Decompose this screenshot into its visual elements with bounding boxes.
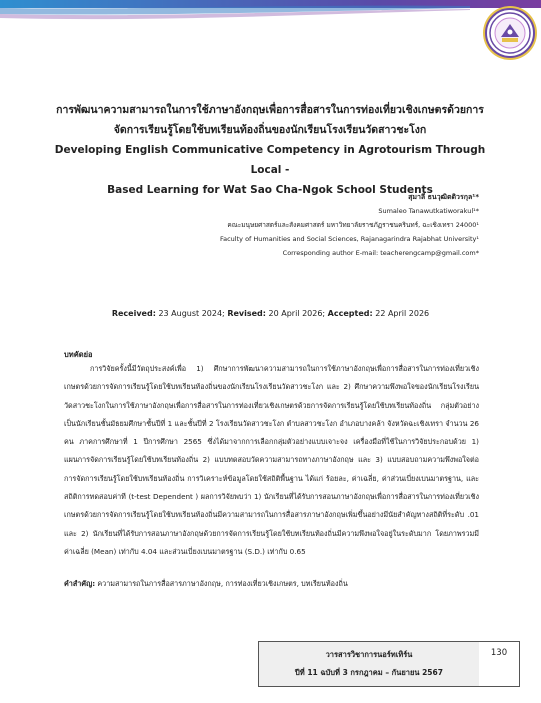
affiliation-thai: คณะมนุษยศาสตร์และสังคมศาสตร์ มหาวิทยาลัยราชภัฏราชนครินทร์, ฉะเชิงเทรา 24000¹ xyxy=(227,221,479,229)
accepted-date: 22 April 2026 xyxy=(375,309,430,318)
abstract-heading: บทคัดย่อ xyxy=(64,350,93,359)
article-dates xyxy=(0,309,541,318)
keywords-text: ความสามารถในการสื่อสารภาษาอังกฤษ, การท่องเที่ยวเชิงเกษตร, บทเรียนท้องถิ่น xyxy=(97,579,348,588)
header-sweep-decoration xyxy=(0,0,541,40)
journal-name: วารสารวิชาการนอร์ทเทิร์น xyxy=(325,650,413,659)
journal-footer xyxy=(258,641,480,687)
title-thai-line2: จัดการเรียนรู้โดยใช้บทเรียนท้องถิ่นของนักเรียนโรงเรียนวัดสาวชะโงก xyxy=(113,124,427,136)
title-thai xyxy=(40,100,500,140)
journal-seal-icon xyxy=(485,8,535,58)
received-label: Received: xyxy=(111,309,156,318)
received-date: 23 August 2024; xyxy=(158,309,225,318)
accepted-label: Accepted: xyxy=(327,309,373,318)
keywords-label: คำสำคัญ: xyxy=(64,579,96,588)
title-english-line1: Developing English Communicative Competency in Agrotourism Through Local - xyxy=(54,144,486,176)
revised-label: Revised: xyxy=(227,309,266,318)
revised-date: 20 April 2026; xyxy=(268,309,326,318)
abstract-body: การวิจัยครั้งนี้มีวัตถุประสงค์เพื่อ 1) ศึกษาการพัฒนาความสามารถในการใช้ภาษาอังกฤษเพื่อการสื่อสารในการท่องเที่ยวเชิงเกษตรด้วยการจัดการเรียนรู้โดยใช้บทเรียนท้องถิ่นของนักเรียนโรงเรียนวัดสาวชะโงก และ 2) ศึกษาความพึงพอใจของนักเรียนโรงเรียนวัดสาวชะโงกในการใช้ภาษาอังกฤษเพื่อการสื่อสารในการท่องเที่ยวเชิงเกษตรด้วยการจัดการเรียนรู้โดยใช้บทเรียนท้องถิ่น กลุ่มตัวอย่างเป็นนักเรียนชั้นมัธยมศึกษาชั้นปีที่ 1 และชั้นปีที่ 2 โรงเรียนวัดสาวชะโงก ตำบลสาวชะโงก อำเภอบางคล้า จังหวัดฉะเชิงเทรา จำนวน 26 คน ภาคการศึกษาที่ 1 ปีการศึกษา 2565 ซึ่งได้มาจากการเลือกกลุ่มตัวอย่างแบบเจาะจง เครื่องมือที่ใช้ในการวิจัยประกอบด้วย 1) แผนการจัดการเรียนรู้โดยใช้บทเรียนท้องถิ่น 2) แบบทดสอบวัดความสามารถทางภาษาอังกฤษ และ 3) แบบสอบถามความพึงพอใจต่อการจัดการเรียนรู้โดยใช้บทเรียนท้องถิ่น การวิเคราะห์ข้อมูลโดยใช้สถิติพื้นฐาน ได้แก่ ร้อยละ, ค่าเฉลี่ย, ค่าส่วนเบี่ยงเบนมาตรฐาน, และสถิติการทดสอบค่าที (t-test Dependent ) ผลการวิจัยพบว่า 1) นักเรียนที่ได้รับการสอนภาษาอังกฤษเพื่อการสื่อสารในการท่องเที่ยวเชิงเกษตรด้วยการจัดการเรียนรู้โดยใช้บทเรียนท้องถิ่นมีความสามารถในการสื่อสารภาษาอังกฤษเพิ่มขึ้นอย่างมีนัยสำคัญทางสถิติที่ระดับ .01 และ 2) นักเรียนที่ได้รับการสอนภาษาอังกฤษด้วยการจัดการเรียนรู้โดยใช้บทเรียนท้องถิ่นมีความพึงพอใจอยู่ในระดับมาก โดยภาพรวมมีค่าเฉลี่ย (Mean) เท่ากับ 4.04 และส่วนเบี่ยงเบนมาตรฐาน (S.D.) เท่ากับ 0.65 xyxy=(64,364,479,556)
page-number-box xyxy=(479,641,520,687)
journal-issue: ปีที่ 11 ฉบับที่ 3 กรกฎาคม – กันยายน 2567 xyxy=(295,668,443,677)
title-thai-line1: การพัฒนาความสามารถในการใช้ภาษาอังกฤษเพื่อการสื่อสารในการท่องเที่ยวเชิงเกษตรด้วยการ xyxy=(56,104,484,116)
header-banner xyxy=(0,0,541,40)
author-name-english: Sumaleo Tanawutkatiworakul¹* xyxy=(378,207,479,215)
keywords xyxy=(64,577,484,591)
title-english-line2: Based Learning for Wat Sao Cha-Ngok School Students xyxy=(107,184,433,196)
page-number: 130 xyxy=(490,648,508,658)
author-block xyxy=(59,190,479,260)
affiliation-english: Faculty of Humanities and Social Sciences, Rajanagarindra Rajabhat University¹ xyxy=(219,235,479,243)
author-name-thai: สุมาลี ธนวุฒิตติวรกุล¹* xyxy=(408,193,479,201)
corresponding-author: Corresponding author E-mail: teacherengcamp@gmail.com* xyxy=(282,249,479,257)
